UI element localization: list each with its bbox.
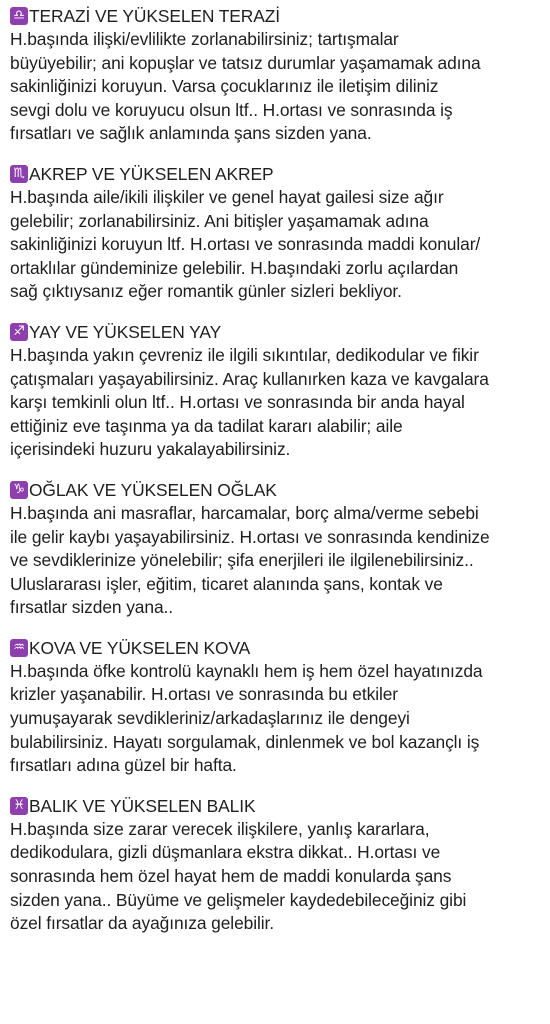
body-line: sonrasında hem özel hayat hem de maddi konularda şans	[10, 866, 452, 887]
body-line: büyüyebilir; ani kopuşlar ve tatsız durumlar yaşamamak adına	[10, 52, 481, 73]
horoscope-section-libra	[10, 4, 545, 146]
body-line: ile gelir kaybı yaşayabilirsiniz. H.ortası ve sonrasında kendinize	[10, 526, 490, 547]
section-heading	[10, 320, 545, 344]
section-title: BALIK VE YÜKSELEN BALIK	[29, 795, 256, 816]
body-line: Uluslararası işler, eğitim, ticaret alanında şans, kontak ve	[10, 573, 443, 594]
libra-icon: ♎	[10, 7, 28, 25]
body-line: ve sevdiklerinize yönelebilir; şifa enerjileri ile ilgilenebilirsiniz..	[10, 550, 474, 571]
body-line: krizler yaşanabilir. H.ortası ve sonrasında bu etkiler	[10, 684, 398, 705]
body-line: bulabilirsiniz. Hayatı sorgulamak, dinlenmek ve bol kazançlı iş	[10, 731, 480, 752]
section-title: OĞLAK VE YÜKSELEN OĞLAK	[29, 479, 277, 500]
section-heading	[10, 794, 545, 818]
section-body	[10, 186, 545, 304]
horoscope-section-aquarius	[10, 636, 545, 778]
section-body	[10, 344, 545, 462]
body-line: sağ çıktıysanız eğer romantik günler sizleri bekliyor.	[10, 281, 402, 302]
horoscope-section-pisces	[10, 794, 545, 936]
body-line: dedikodulara, gizli düşmanlara ekstra dikkat.. H.ortası ve	[10, 842, 441, 863]
section-heading	[10, 478, 545, 502]
body-line: çatışmaları yaşayabilirsiniz. Araç kullanırken kaza ve kavgalara	[10, 368, 489, 389]
section-title: YAY VE YÜKSELEN YAY	[29, 321, 222, 342]
section-body	[10, 818, 545, 936]
body-line: ortaklılar gündeminize gelebilir. H.başındaki zorlu açılardan	[10, 257, 459, 278]
section-body	[10, 28, 545, 146]
body-line: yumuşayarak sevdikleriniz/arkadaşlarınız ile dengeyi	[10, 708, 410, 729]
section-heading	[10, 4, 545, 28]
body-line: ettiğiniz eve taşınma ya da tadilat kararı alabilir; aile	[10, 415, 403, 436]
horoscope-section-scorpio	[10, 162, 545, 304]
body-line: H.başında ani masraflar, harcamalar, borç alma/verme sebebi	[10, 502, 479, 523]
horoscope-section-sagittarius	[10, 320, 545, 462]
body-line: H.başında size zarar verecek ilişkilere, yanlış kararlara,	[10, 818, 430, 839]
sagittarius-icon: ♐	[10, 323, 28, 341]
section-title: TERAZİ VE YÜKSELEN TERAZİ	[29, 6, 281, 26]
body-line: H.başında yakın çevreniz ile ilgili sıkıntılar, dedikodular ve fikir	[10, 344, 479, 365]
section-title: KOVA VE YÜKSELEN KOVA	[29, 637, 251, 658]
body-line: karşı temkinli olun ltf.. H.ortası ve sonrasında bir anda hayal	[10, 392, 465, 413]
body-line: H.başında öfke kontrolü kaynaklı hem iş hem özel hayatınızda	[10, 660, 483, 681]
body-line: H.başında aile/ikili ilişkiler ve genel hayat gailesi size ağır	[10, 186, 444, 207]
horoscope-document	[10, 4, 545, 952]
section-heading	[10, 636, 545, 660]
body-line: fırsatları ve sağlık anlamında şans sizden yana.	[10, 123, 372, 144]
section-body	[10, 502, 545, 620]
body-line: gelebilir; zorlanabilirsiniz. Ani bitişler yaşamamak adına	[10, 210, 429, 231]
body-line: sevgi dolu ve koruyucu olsun ltf.. H.ortası ve sonrasında iş	[10, 99, 453, 120]
section-title: AKREP VE YÜKSELEN AKREP	[29, 163, 274, 184]
body-line: içerisindeki huzuru yakalayabilirsiniz.	[10, 439, 291, 460]
section-heading	[10, 162, 545, 186]
body-line: özel fırsatlar da ayağınıza gelebilir.	[10, 913, 274, 934]
body-line: H.başında ilişki/evlilikte zorlanabilirsiniz; tartışmalar	[10, 29, 399, 49]
capricorn-icon: ♑	[10, 481, 28, 499]
body-line: fırsatları adına güzel bir hafta.	[10, 755, 237, 776]
section-body	[10, 660, 545, 778]
pisces-icon: ♓	[10, 797, 28, 815]
horoscope-section-capricorn	[10, 478, 545, 620]
body-line: sakinliğinizi koruyun ltf. H.ortası ve sonrasında maddi konular/	[10, 234, 481, 255]
body-line: fırsatlar sizden yana..	[10, 597, 173, 618]
scorpio-icon: ♏	[10, 165, 28, 183]
body-line: sizden yana.. Büyüme ve gelişmeler kaydedebileceğiniz gibi	[10, 889, 467, 910]
body-line: sakinliğinizi koruyun. Varsa çocuklarınız ile iletişim diliniz	[10, 76, 439, 97]
aquarius-icon: ♒	[10, 639, 28, 657]
